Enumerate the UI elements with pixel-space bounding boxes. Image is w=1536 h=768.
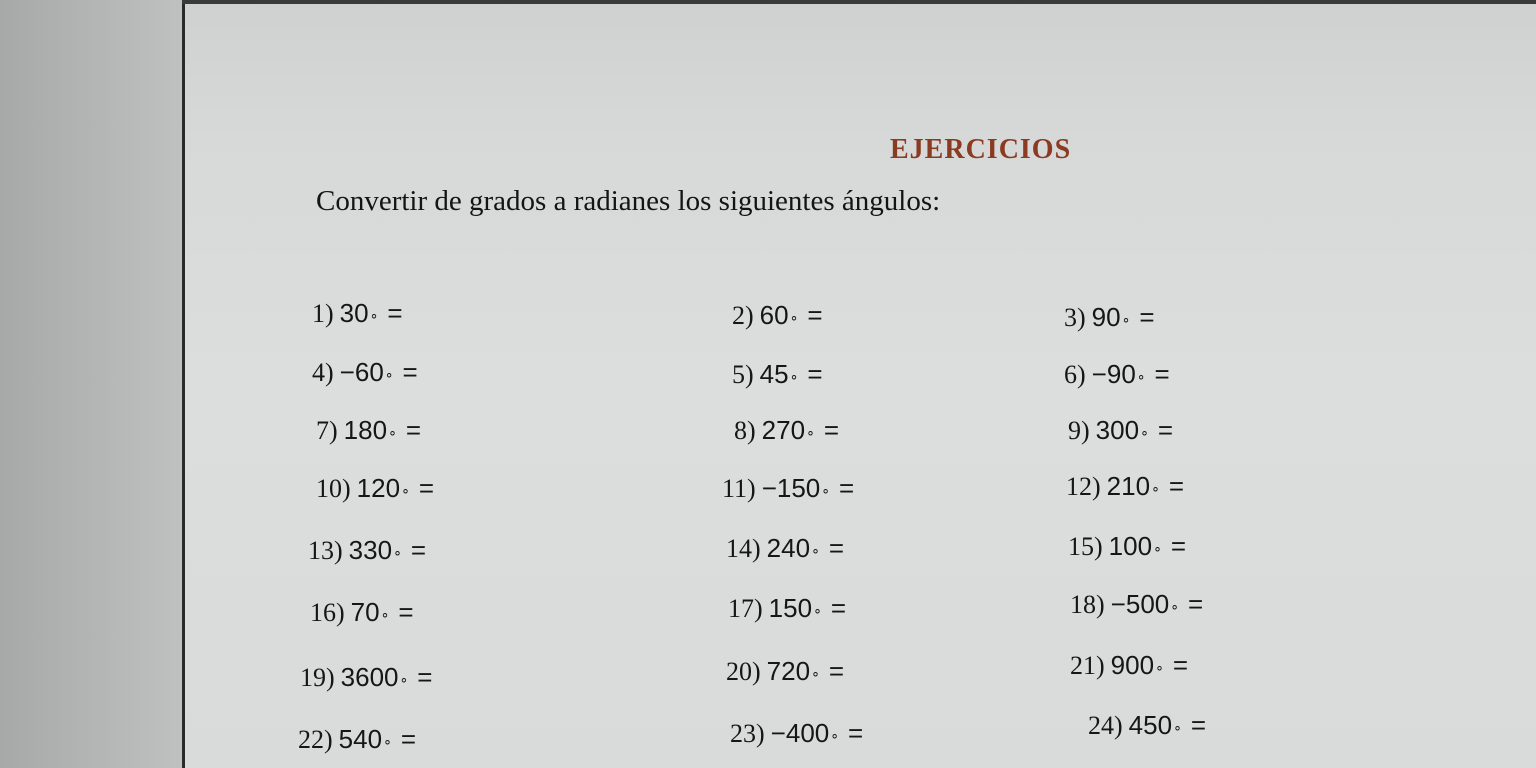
exercise-item — [298, 724, 416, 755]
exercise-item — [1068, 531, 1186, 562]
exercise-number: 13) — [308, 536, 343, 565]
exercise-number: 9) — [1068, 416, 1090, 445]
exercise-number: 14) — [726, 534, 761, 563]
degree-symbol: ∘ — [821, 482, 831, 498]
degree-symbol: ∘ — [383, 733, 392, 749]
equals-sign: = — [848, 718, 864, 748]
equals-sign: = — [418, 473, 435, 503]
exercise-item — [728, 593, 846, 624]
degree-symbol: ∘ — [1140, 424, 1149, 440]
instruction-text: Convertir de grados a radianes los siguientes ángulos: — [316, 185, 941, 217]
exercise-number: 3) — [1064, 303, 1086, 332]
exercise-expression — [762, 473, 855, 503]
degree-symbol: ∘ — [1170, 598, 1180, 614]
degree-symbol: ∘ — [1136, 368, 1146, 384]
exercise-number: 24) — [1088, 711, 1123, 740]
equals-sign: = — [807, 300, 823, 330]
degree-symbol: ∘ — [806, 424, 815, 440]
exercise-expression — [771, 718, 864, 748]
degree-symbol: ∘ — [393, 544, 402, 560]
equals-sign: = — [1190, 710, 1207, 740]
equals-sign: = — [1188, 589, 1204, 619]
degree-symbol: ∘ — [399, 671, 409, 687]
degree-symbol: ∘ — [811, 665, 820, 681]
exercise-expression — [1107, 471, 1184, 501]
exercise-expression — [767, 533, 844, 563]
angle-value: 720 — [766, 656, 811, 686]
equals-sign: = — [387, 298, 403, 328]
exercise-expression — [762, 415, 839, 445]
degree-symbol: ∘ — [369, 307, 379, 323]
exercise-number: 2) — [732, 301, 754, 330]
exercise-number: 7) — [316, 416, 338, 445]
degree-symbol: ∘ — [811, 542, 820, 558]
exercise-expression — [339, 724, 416, 754]
exercise-number: 5) — [732, 360, 754, 389]
exercise-expression — [769, 593, 846, 623]
exercise-expression — [1111, 589, 1204, 619]
exercise-expression — [349, 535, 426, 565]
equals-sign: = — [400, 724, 417, 754]
exercise-expression — [760, 300, 823, 330]
degree-symbol: ∘ — [401, 482, 410, 498]
exercise-expression — [344, 415, 421, 445]
exercise-number: 12) — [1066, 472, 1101, 501]
equals-sign: = — [807, 359, 823, 389]
angle-value: 90 — [1091, 302, 1121, 332]
exercise-expression — [1111, 650, 1188, 680]
equals-sign: = — [1170, 531, 1187, 561]
exercise-number: 1) — [312, 299, 334, 328]
equals-sign: = — [823, 415, 840, 445]
degree-symbol: ∘ — [384, 366, 394, 382]
equals-sign: = — [1139, 302, 1155, 332]
exercise-number: 11) — [722, 474, 756, 503]
degree-symbol: ∘ — [1173, 719, 1182, 735]
equals-sign: = — [402, 357, 418, 387]
angle-value: 540 — [338, 724, 383, 754]
degree-symbol: ∘ — [1121, 311, 1131, 327]
angle-value: 150 — [768, 593, 813, 623]
exercise-expression — [1096, 415, 1173, 445]
equals-sign: = — [1168, 471, 1185, 501]
exercise-item — [1070, 589, 1203, 620]
exercise-number: 8) — [734, 416, 756, 445]
equals-sign: = — [417, 662, 433, 692]
exercise-number: 16) — [310, 598, 345, 627]
exercise-item — [1064, 359, 1170, 390]
exercise-number: 23) — [730, 719, 765, 748]
exercise-item — [730, 718, 863, 749]
angle-value: 60 — [759, 300, 789, 330]
exercise-item — [1088, 710, 1206, 741]
exercise-item — [312, 357, 418, 388]
exercise-expression — [767, 656, 844, 686]
equals-sign: = — [1157, 415, 1174, 445]
angle-value: −150 — [761, 473, 821, 503]
exercise-item — [726, 656, 844, 687]
degree-symbol: ∘ — [789, 309, 799, 325]
degree-symbol: ∘ — [830, 727, 840, 743]
angle-value: 330 — [348, 535, 393, 565]
angle-value: 270 — [761, 415, 806, 445]
equals-sign: = — [398, 597, 414, 627]
angle-value: 30 — [339, 298, 369, 328]
angle-value: 450 — [1128, 710, 1173, 740]
angle-value: 3600 — [340, 662, 399, 692]
exercise-number: 15) — [1068, 532, 1103, 561]
exercise-expression — [760, 359, 823, 389]
exercise-item — [1066, 471, 1184, 502]
exercise-item — [722, 473, 854, 504]
exercise-number: 6) — [1064, 360, 1086, 389]
degree-symbol: ∘ — [380, 606, 390, 622]
equals-sign: = — [839, 473, 855, 503]
angle-value: 240 — [766, 533, 811, 563]
angle-value: 100 — [1108, 531, 1153, 561]
exercise-expression — [1129, 710, 1206, 740]
exercise-item — [316, 415, 421, 446]
degree-symbol: ∘ — [789, 368, 799, 384]
exercise-expression — [341, 662, 433, 692]
angle-value: −500 — [1110, 589, 1170, 619]
exercise-number: 4) — [312, 358, 334, 387]
angle-value: 180 — [343, 415, 388, 445]
degree-symbol: ∘ — [388, 424, 397, 440]
exercise-expression — [357, 473, 434, 503]
exercise-number: 18) — [1070, 590, 1105, 619]
exercise-item — [732, 300, 823, 331]
equals-sign: = — [1172, 650, 1189, 680]
angle-value: 120 — [356, 473, 401, 503]
degree-symbol: ∘ — [1155, 659, 1164, 675]
exercise-expression — [340, 298, 403, 328]
exercise-item — [300, 662, 432, 693]
exercise-item — [308, 535, 426, 566]
exercise-number: 22) — [298, 725, 333, 754]
angle-value: −60 — [339, 357, 384, 387]
equals-sign: = — [830, 593, 847, 623]
exercise-item — [1068, 415, 1173, 446]
equals-sign: = — [405, 415, 422, 445]
exercise-number: 19) — [300, 663, 335, 692]
angle-value: 210 — [1106, 471, 1151, 501]
exercise-item — [732, 359, 823, 390]
exercise-item — [734, 415, 839, 446]
exercise-expression — [1092, 302, 1155, 332]
exercise-number: 20) — [726, 657, 761, 686]
degree-symbol: ∘ — [1151, 480, 1160, 496]
exercise-number: 10) — [316, 474, 351, 503]
exercise-item — [726, 533, 844, 564]
exercise-number: 21) — [1070, 651, 1105, 680]
exercise-expression — [340, 357, 418, 387]
angle-value: 45 — [759, 359, 789, 389]
angle-value: 70 — [350, 597, 380, 627]
exercise-number: 17) — [728, 594, 763, 623]
exercise-expression — [351, 597, 414, 627]
paper-top-edge — [182, 0, 1536, 14]
degree-symbol: ∘ — [1153, 540, 1162, 556]
exercise-item — [316, 473, 434, 504]
exercise-expression — [1092, 359, 1170, 389]
exercise-item — [1064, 302, 1155, 333]
equals-sign: = — [1154, 359, 1170, 389]
angle-value: −400 — [770, 718, 830, 748]
equals-sign: = — [828, 533, 845, 563]
degree-symbol: ∘ — [813, 602, 822, 618]
angle-value: −90 — [1091, 359, 1136, 389]
angle-value: 900 — [1110, 650, 1155, 680]
exercise-item — [312, 298, 403, 329]
page-title: EJERCICIOS — [890, 134, 1072, 165]
exercise-item — [1070, 650, 1188, 681]
desk-background — [0, 0, 190, 768]
equals-sign: = — [828, 656, 845, 686]
equals-sign: = — [410, 535, 427, 565]
exercise-expression — [1109, 531, 1186, 561]
angle-value: 300 — [1095, 415, 1140, 445]
exercise-item — [310, 597, 414, 628]
